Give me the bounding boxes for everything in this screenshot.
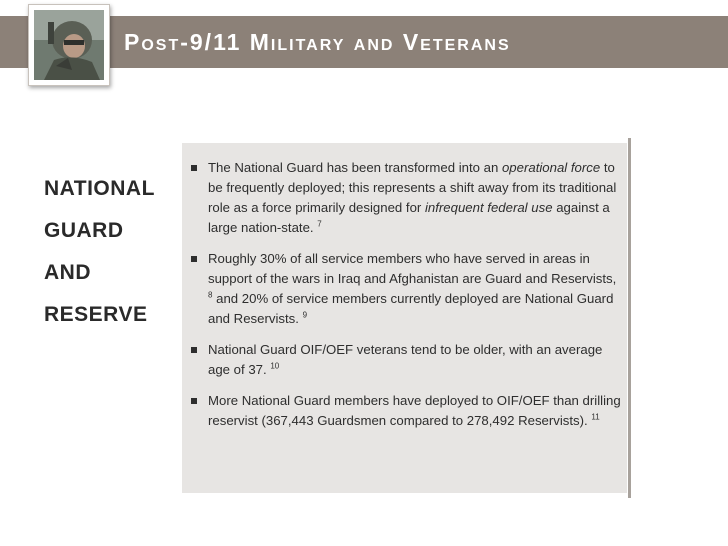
square-bullet-icon <box>191 256 197 262</box>
footnote-ref: 7 <box>317 219 322 229</box>
footnote-ref: 11 <box>591 412 600 422</box>
text-run: Roughly 30% of all service members who have served in areas in support of the wars in Iraq and Afghanistan are Guard and Reservists, <box>208 251 617 286</box>
heading-line: NATIONAL <box>44 177 155 200</box>
heading-line: GUARD <box>44 219 124 242</box>
heading-line: AND <box>44 261 91 284</box>
emphasis: infrequent federal use <box>424 200 553 215</box>
bullet-item <box>186 158 622 238</box>
text-run: The National Guard has been transformed into an <box>208 160 502 175</box>
soldier-photo <box>28 4 110 86</box>
bullet-text <box>208 391 622 431</box>
text-run: to be frequently deployed; this represents a shift away from its traditional role as a force primarily designed for <box>208 160 617 215</box>
square-bullet-icon <box>191 398 197 404</box>
footnote-ref: 9 <box>302 310 308 320</box>
heading-line: RESERVE <box>44 303 148 326</box>
bullet-text <box>208 158 622 238</box>
soldier-photo-icon <box>34 10 104 80</box>
bullet-item <box>186 391 622 431</box>
slide-title: Post-9/11 Military and Veterans <box>124 29 511 55</box>
text-run: and 20% of service members currently deployed are National Guard and Reservists. <box>208 291 614 326</box>
bullet-item <box>186 249 622 329</box>
footnote-ref: 10 <box>270 361 280 371</box>
emphasis: operational force <box>501 160 601 175</box>
section-heading <box>44 168 174 336</box>
footnote-ref: 8 <box>208 290 213 300</box>
divider-line <box>628 138 631 498</box>
square-bullet-icon <box>191 165 197 171</box>
bullet-item <box>186 340 622 380</box>
bullet-text <box>208 340 622 380</box>
bullet-list <box>186 158 622 442</box>
bullet-text <box>208 249 622 329</box>
text-run: against a large nation-state. <box>208 200 610 235</box>
text-run: More National Guard members have deployed to OIF/OEF than drilling reservist (367,443 Guardsmen compared to 278,492 Reservists). <box>208 393 621 428</box>
square-bullet-icon <box>191 347 197 353</box>
text-run: National Guard OIF/OEF veterans tend to be older, with an average age of 37. <box>208 342 603 377</box>
